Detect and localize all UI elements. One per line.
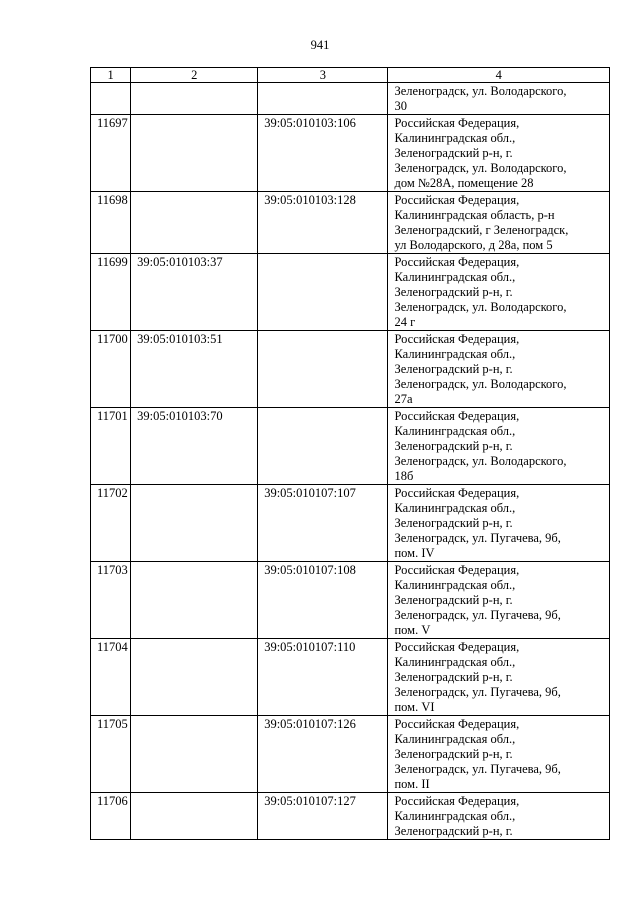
row-number-cell: 11700 [91, 331, 131, 408]
address-line: ул Володарского, д 28а, пом 5 [394, 238, 553, 252]
address-line: Калининградская обл., [394, 347, 516, 361]
cadastral-number-premises-cell: 39:05:010107:110 [258, 639, 388, 716]
address-cell [388, 716, 610, 793]
table-row [91, 485, 610, 562]
address-line: Российская Федерация, [394, 794, 520, 808]
cadastral-number-premises-cell: 39:05:010107:108 [258, 562, 388, 639]
address-line: Зеленоградский р-н, г. [394, 670, 513, 684]
header-col-2: 2 [131, 68, 258, 83]
address-line: Зеленоградск, ул. Володарского, [394, 377, 567, 391]
address-line: Зеленоградск, ул. Пугачева, 9б, [394, 685, 561, 699]
cadastral-number-land-cell: 39:05:010103:37 [131, 254, 258, 331]
address-cell [388, 192, 610, 254]
cadastral-number-land-cell [131, 639, 258, 716]
table-header [91, 68, 610, 83]
table-row [91, 115, 610, 192]
table-row [91, 83, 610, 115]
address-line: дом №28А, помещение 28 [394, 176, 534, 190]
row-number-cell: 11703 [91, 562, 131, 639]
address-cell [388, 83, 610, 115]
header-col-4: 4 [388, 68, 610, 83]
table-row [91, 639, 610, 716]
cadastral-number-premises-cell [258, 331, 388, 408]
cadastral-number-land-cell [131, 192, 258, 254]
row-number-cell: 11701 [91, 408, 131, 485]
cadastral-number-premises-cell [258, 408, 388, 485]
cadastral-number-land-cell [131, 562, 258, 639]
table-row [91, 254, 610, 331]
row-number-cell [91, 83, 131, 115]
row-number-cell: 11702 [91, 485, 131, 562]
address-line: Зеленоградский р-н, г. [394, 146, 513, 160]
address-line: Зеленоградский р-н, г. [394, 516, 513, 530]
address-line: 30 [394, 99, 407, 113]
address-line: Российская Федерация, [394, 717, 520, 731]
cadastral-number-land-cell [131, 716, 258, 793]
address-cell [388, 639, 610, 716]
table-row [91, 562, 610, 639]
address-line: Калининградская обл., [394, 131, 516, 145]
address-line: Российская Федерация, [394, 640, 520, 654]
address-line: Зеленоградск, ул. Пугачева, 9б, [394, 608, 561, 622]
table-row [91, 716, 610, 793]
row-number-cell: 11706 [91, 793, 131, 840]
address-line: Зеленоградский р-н, г. [394, 747, 513, 761]
address-line: Калининградская обл., [394, 424, 516, 438]
cadastral-number-premises-cell: 39:05:010103:106 [258, 115, 388, 192]
address-line: Зеленоградск, ул. Володарского, [394, 300, 567, 314]
address-cell [388, 408, 610, 485]
address-cell [388, 331, 610, 408]
address-line: Зеленоградский р-н, г. [394, 285, 513, 299]
address-line: Зеленоградский р-н, г. [394, 439, 513, 453]
cadastral-number-land-cell [131, 485, 258, 562]
address-line: Зеленоградск, ул. Пугачева, 9б, [394, 762, 561, 776]
address-line: пом. II [394, 777, 430, 791]
cadastral-number-premises-cell: 39:05:010107:127 [258, 793, 388, 840]
address-cell [388, 562, 610, 639]
address-line: Зеленоградск, ул. Володарского, [394, 84, 567, 98]
cadastral-number-premises-cell: 39:05:010103:128 [258, 192, 388, 254]
table-body [91, 83, 610, 840]
cadastral-number-land-cell [131, 793, 258, 840]
table-row [91, 408, 610, 485]
address-line: Российская Федерация, [394, 193, 520, 207]
cadastral-number-premises-cell [258, 83, 388, 115]
address-line: Зеленоградск, ул. Пугачева, 9б, [394, 531, 561, 545]
row-number-cell: 11697 [91, 115, 131, 192]
row-number-cell: 11698 [91, 192, 131, 254]
cadastral-number-land-cell: 39:05:010103:51 [131, 331, 258, 408]
address-cell [388, 485, 610, 562]
address-cell [388, 254, 610, 331]
header-col-1: 1 [91, 68, 131, 83]
address-line: Калининградская обл., [394, 655, 516, 669]
address-line: Зеленоградский р-н, г. [394, 824, 513, 838]
cadastral-number-premises-cell [258, 254, 388, 331]
header-row [91, 68, 610, 83]
header-col-3: 3 [258, 68, 388, 83]
cadastral-number-land-cell [131, 115, 258, 192]
address-line: Российская Федерация, [394, 486, 520, 500]
table-row [91, 793, 610, 840]
address-line: Российская Федерация, [394, 255, 520, 269]
address-line: Калининградская область, р-н [394, 208, 555, 222]
page-number: 941 [310, 38, 330, 52]
address-line: Калининградская обл., [394, 732, 516, 746]
address-line: пом. VI [394, 700, 435, 714]
row-number-cell: 11699 [91, 254, 131, 331]
address-line: Калининградская обл., [394, 578, 516, 592]
address-line: пом. IV [394, 546, 435, 560]
row-number-cell: 11705 [91, 716, 131, 793]
address-line: Калининградская обл., [394, 501, 516, 515]
cadastral-number-land-cell: 39:05:010103:70 [131, 408, 258, 485]
address-line: 27а [394, 392, 413, 406]
cadastral-number-land-cell [131, 83, 258, 115]
cadastral-number-premises-cell: 39:05:010107:126 [258, 716, 388, 793]
row-number-cell: 11704 [91, 639, 131, 716]
table-row [91, 331, 610, 408]
address-line: Зеленоградск, ул. Володарского, [394, 454, 567, 468]
address-line: Калининградская обл., [394, 270, 516, 284]
address-line: пом. V [394, 623, 431, 637]
address-line: Российская Федерация, [394, 116, 520, 130]
address-cell [388, 793, 610, 840]
cadastral-number-premises-cell: 39:05:010107:107 [258, 485, 388, 562]
address-line: 18б [394, 469, 414, 483]
table-row [91, 192, 610, 254]
address-line: 24 г [394, 315, 416, 329]
address-line: Российская Федерация, [394, 563, 520, 577]
address-line: Зеленоградский р-н, г. [394, 593, 513, 607]
address-line: Российская Федерация, [394, 332, 520, 346]
address-line: Зеленоградский р-н, г. [394, 362, 513, 376]
address-line: Зеленоградский, г Зеленоградск, [394, 223, 569, 237]
address-cell [388, 115, 610, 192]
registry-table [90, 67, 610, 840]
address-line: Калининградская обл., [394, 809, 516, 823]
address-line: Российская Федерация, [394, 409, 520, 423]
address-line: Зеленоградск, ул. Володарского, [394, 161, 567, 175]
